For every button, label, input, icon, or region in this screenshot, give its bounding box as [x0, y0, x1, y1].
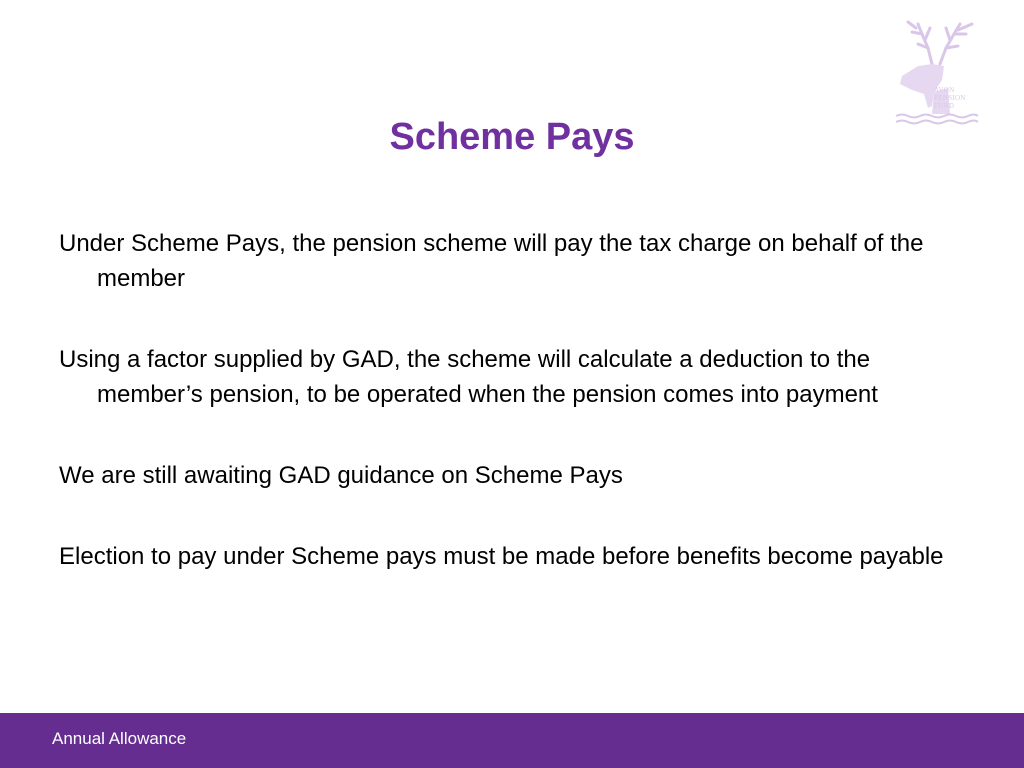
slide-title: Scheme Pays: [389, 116, 635, 158]
bullet-list: [59, 226, 959, 574]
bullet-item: Using a factor supplied by GAD, the scheme will calculate a deduction to the member’s pension, to be operated when the pension comes into payment: [59, 346, 878, 408]
stag-head-icon: [888, 18, 980, 128]
bullet-item: Under Scheme Pays, the pension scheme will pay the tax charge on behalf of the member: [59, 230, 924, 292]
bullet-item: Election to pay under Scheme pays must be made before benefits become payable: [59, 543, 944, 570]
logo-line-pension: PENSION: [934, 94, 966, 102]
footer-bar: [0, 713, 1024, 768]
logo-line-fund: FUND: [934, 102, 955, 110]
logo-wordmark: [934, 86, 978, 110]
logo-line-avon: AVON: [934, 86, 955, 94]
footer-label: Annual Allowance: [52, 729, 187, 748]
bullet-item: We are still awaiting GAD guidance on Scheme Pays: [59, 462, 623, 489]
